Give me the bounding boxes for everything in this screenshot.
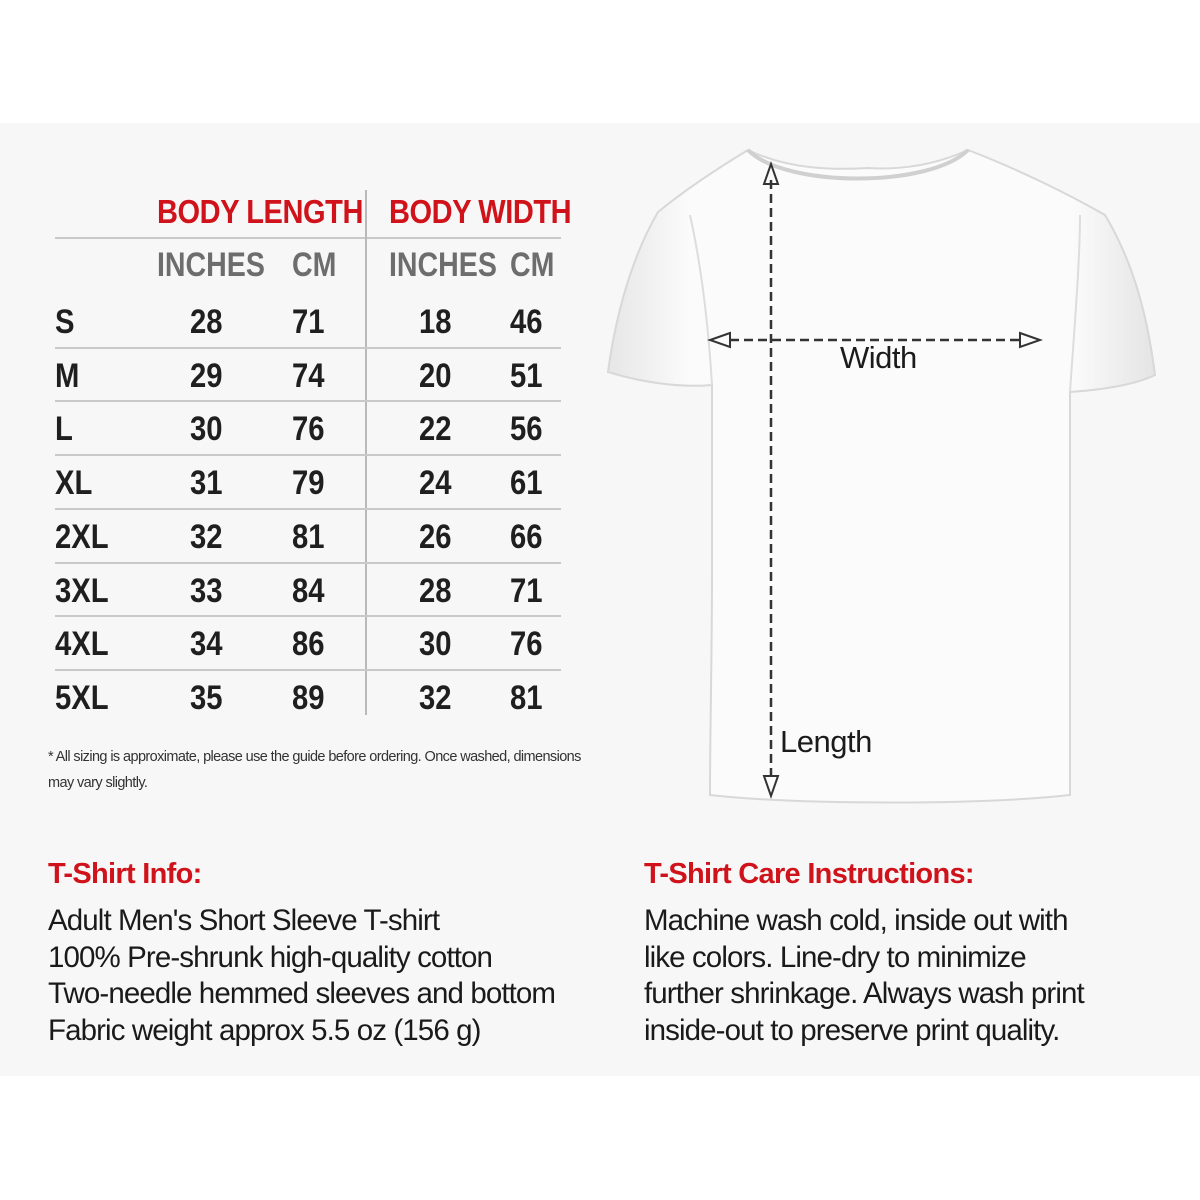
width-cm-value: 81 bbox=[510, 678, 543, 717]
width-cm-header: CM bbox=[510, 246, 555, 284]
length-inches-value: 34 bbox=[190, 625, 223, 664]
width-inches-value: 26 bbox=[419, 517, 452, 556]
table-row bbox=[55, 562, 561, 616]
length-inches-value: 32 bbox=[190, 517, 223, 556]
info-line: Fabric weight approx 5.5 oz (156 g) bbox=[48, 1013, 481, 1047]
length-cm-value: 74 bbox=[292, 356, 325, 395]
width-label: Width bbox=[840, 340, 917, 375]
length-label: Length bbox=[780, 724, 872, 759]
table-row bbox=[55, 669, 561, 723]
size-label: 4XL bbox=[55, 625, 109, 664]
body-width-header: BODY WIDTH bbox=[389, 193, 572, 230]
row-divider bbox=[55, 347, 561, 349]
body-length-header: BODY LENGTH bbox=[157, 193, 363, 230]
size-label: 3XL bbox=[55, 571, 109, 610]
care-line: like colors. Line-dry to minimize bbox=[644, 940, 1026, 974]
info-line: Adult Men's Short Sleeve T-shirt bbox=[48, 904, 440, 937]
size-label: S bbox=[55, 303, 75, 341]
length-inches-value: 31 bbox=[190, 464, 223, 503]
table-row bbox=[55, 508, 561, 562]
size-label: 2XL bbox=[55, 517, 109, 556]
table-row bbox=[55, 293, 561, 347]
length-cm-value: 86 bbox=[292, 625, 325, 664]
length-cm-header: CM bbox=[292, 246, 337, 284]
width-cm-value: 51 bbox=[510, 356, 543, 395]
table-row bbox=[55, 615, 561, 669]
width-inches-value: 24 bbox=[419, 464, 452, 503]
table-row bbox=[55, 400, 561, 454]
width-inches-header: INCHES bbox=[389, 246, 497, 284]
length-cm-value: 79 bbox=[292, 464, 325, 503]
width-inches-value: 20 bbox=[419, 356, 452, 395]
info-line: Two-needle hemmed sleeves and bottom bbox=[48, 977, 556, 1010]
length-inches-header: INCHES bbox=[157, 246, 265, 284]
width-cm-value: 61 bbox=[510, 464, 543, 503]
length-cm-value: 81 bbox=[292, 517, 325, 556]
care-line: Machine wash cold, inside out with bbox=[644, 904, 1068, 937]
size-label: L bbox=[55, 410, 73, 449]
care-instructions-lines bbox=[644, 903, 1084, 1049]
sizing-footnote: * All sizing is approximate, please use the guide before ordering. Once washed, dimensions may vary slightly. bbox=[48, 749, 581, 791]
width-inches-value: 22 bbox=[419, 410, 452, 449]
tshirt-info-title: T-Shirt Info: bbox=[48, 858, 202, 890]
width-inches-value: 28 bbox=[419, 571, 452, 610]
length-inches-value: 28 bbox=[190, 303, 223, 341]
length-cm-value: 84 bbox=[292, 571, 325, 610]
size-label: XL bbox=[55, 464, 93, 503]
size-label: M bbox=[55, 356, 80, 395]
tshirt-diagram bbox=[600, 140, 1170, 810]
length-cm-value: 89 bbox=[292, 678, 325, 717]
width-cm-value: 56 bbox=[510, 410, 543, 449]
width-inches-value: 18 bbox=[419, 303, 452, 341]
row-divider bbox=[55, 454, 561, 456]
row-divider bbox=[55, 400, 561, 402]
care-line: inside-out to preserve print quality. bbox=[644, 1013, 1060, 1047]
row-divider bbox=[55, 615, 561, 617]
width-cm-value: 71 bbox=[510, 571, 543, 610]
length-inches-value: 33 bbox=[190, 571, 223, 610]
width-inches-value: 30 bbox=[419, 625, 452, 664]
length-inches-value: 30 bbox=[190, 410, 223, 449]
row-divider bbox=[55, 562, 561, 564]
tshirt-info-lines bbox=[48, 903, 555, 1049]
width-cm-value: 76 bbox=[510, 625, 543, 664]
length-cm-value: 76 bbox=[292, 410, 325, 449]
width-cm-value: 46 bbox=[510, 303, 543, 341]
info-line: 100% Pre-shrunk high-quality cotton bbox=[48, 940, 493, 974]
tshirt-illustration bbox=[600, 140, 1170, 810]
care-line: further shrinkage. Always wash print bbox=[644, 977, 1084, 1010]
size-label: 5XL bbox=[55, 678, 109, 717]
table-row bbox=[55, 347, 561, 401]
header-divider bbox=[55, 237, 561, 239]
length-inches-value: 35 bbox=[190, 678, 223, 717]
tshirt-body bbox=[608, 150, 1155, 803]
length-inches-value: 29 bbox=[190, 356, 223, 395]
table-row bbox=[55, 454, 561, 508]
width-cm-value: 66 bbox=[510, 517, 543, 556]
care-instructions-title: T-Shirt Care Instructions: bbox=[644, 858, 974, 890]
row-divider bbox=[55, 508, 561, 510]
width-inches-value: 32 bbox=[419, 678, 452, 717]
row-divider bbox=[55, 669, 561, 671]
length-cm-value: 71 bbox=[292, 303, 325, 341]
